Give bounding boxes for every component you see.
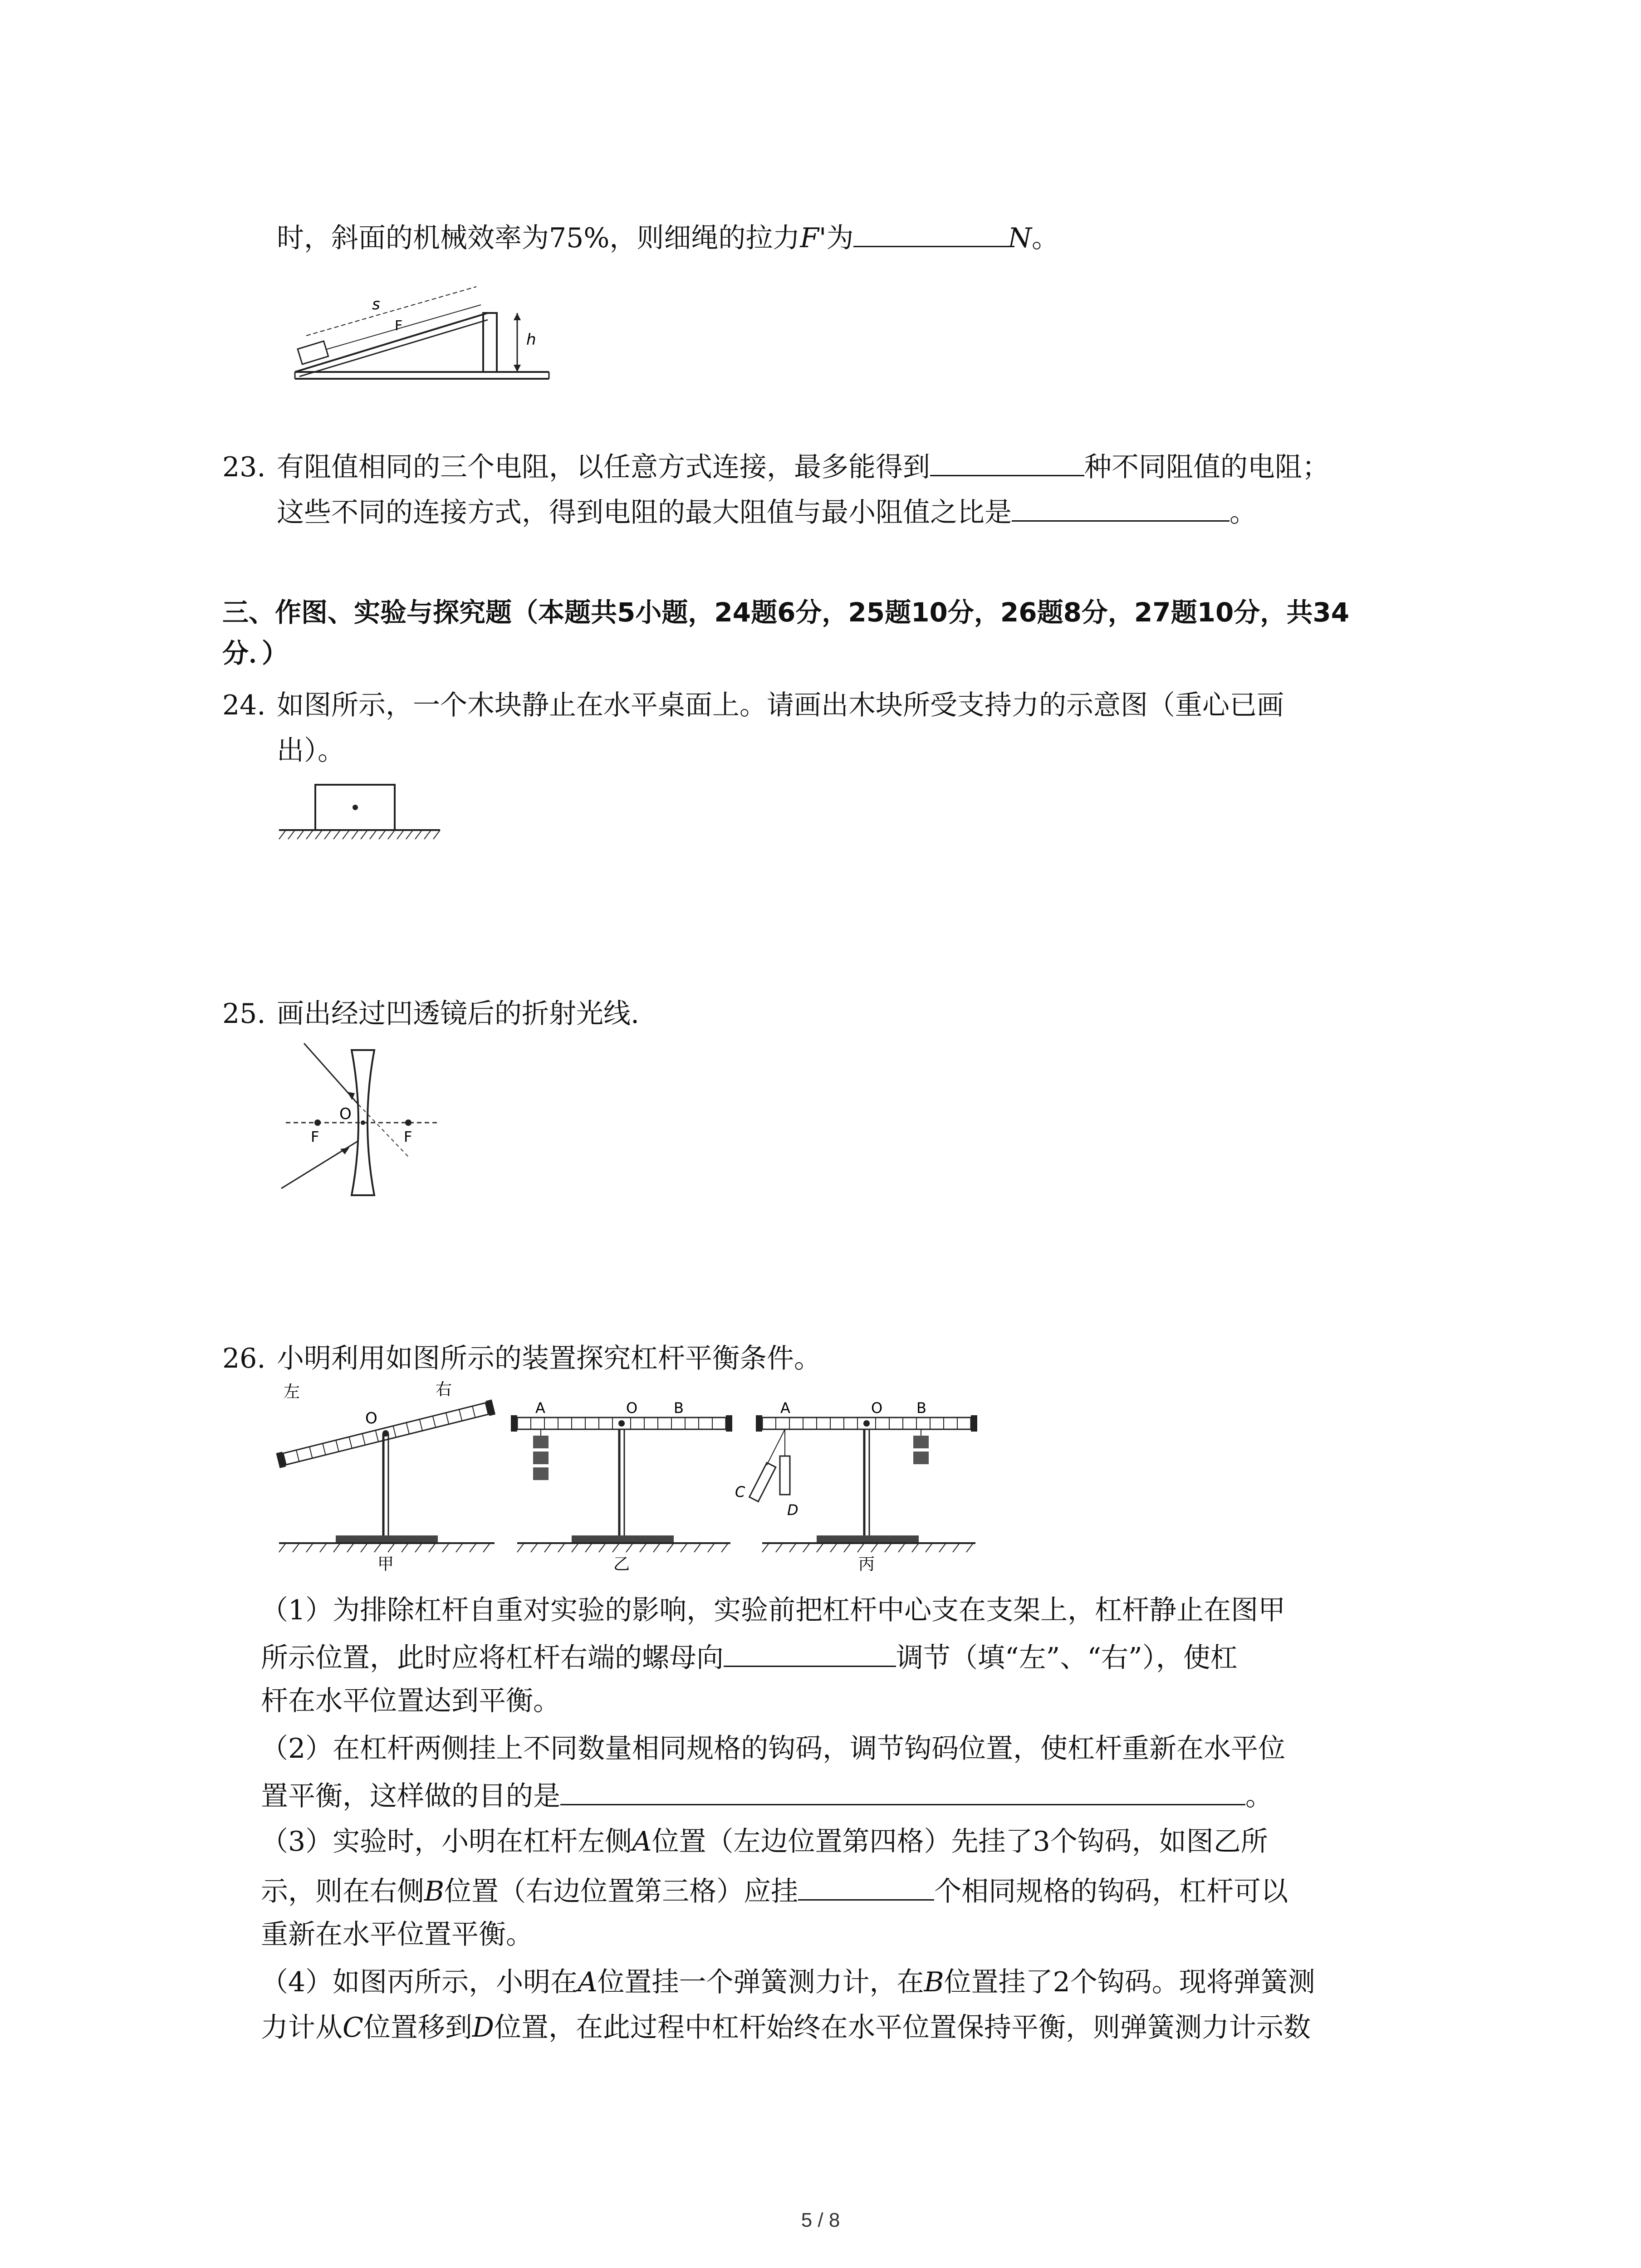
svg-text:B: B [916,1399,926,1417]
q26-p2-line1: （2）在杠杆两侧挂上不同数量相同规格的钩码，调节钩码位置，使杠杆重新在水平位 [261,1733,1286,1765]
q26-blank-3[interactable] [798,1871,934,1901]
q26-blank-2[interactable] [560,1776,1245,1805]
q23-blank-2[interactable] [1012,492,1230,522]
q26-p3-line2: 示，则在右侧B位置（右边位置第三格）应挂 个相同规格的钩码，杠杆可以 [261,1871,1288,1910]
q26-p4-line1: （4）如图丙所示，小明在A位置挂一个弹簧测力计，在B位置挂了2个钩码。现将弹簧测 [261,1966,1315,1998]
q26-p1-line1: （1）为排除杠杆自重对实验的影响，实验前把杠杆中心支在支架上，杠杆静止在图甲 [261,1594,1286,1626]
block-on-table-figure [279,780,442,848]
label-F-right: F [404,1128,412,1145]
q23-line2: 这些不同的连接方式，得到电阻的最大阻值与最小阻值之比是 。 [277,492,1257,531]
section3-heading-cont: 分．） [222,638,289,669]
q26-p4-line2: 力计从C位置移到D位置，在此过程中杠杆始终在水平位置保持平衡，则弹簧测力计示数 [261,2012,1311,2043]
svg-text:甲: 甲 [377,1555,394,1574]
lever-figure-bing [735,1399,977,1574]
incline-block [298,341,328,364]
q24-line2: 出）。 [277,735,345,767]
label-h: h [526,331,536,349]
q26-p1-line3: 杆在水平位置达到平衡。 [261,1685,560,1717]
svg-text:A: A [780,1399,790,1417]
q23-blank-1[interactable] [930,447,1084,476]
q23-line1: 23. 有阻值相同的三个电阻，以任意方式连接，最多能得到 种不同阻值的电阻； [222,447,1329,485]
q25-line: 25. 画出经过凹透镜后的折射光线. [222,998,640,1030]
q26-p1-line2: 所示位置，此时应将杠杆右端的螺母向 调节（填“左”、“右”），使杠 [261,1637,1238,1676]
incline-figure [281,277,563,390]
label-s: s [372,295,380,313]
q26-intro: 26. 小明利用如图所示的装置探究杠杆平衡条件。 [222,1343,821,1374]
svg-text:左: 左 [284,1383,300,1401]
lever-figures [272,1379,989,1574]
svg-text:丙: 丙 [858,1555,875,1574]
section3-heading: 三、作图、实验与探究题（本题共5小题，24题6分，25题10分，26题8分，27题10分，共34 [222,597,1350,628]
label-F-left: F [311,1128,319,1145]
svg-text:D: D [787,1501,798,1519]
svg-text:乙: 乙 [613,1555,630,1574]
q22-text: 时，斜面的机械效率为75%，则细绳的拉力F'为 N。 [277,218,1059,256]
svg-text:右: 右 [436,1380,452,1399]
q26-p3-line3: 重新在水平位置平衡。 [261,1919,533,1950]
svg-text:A: A [535,1399,545,1417]
center-of-gravity-dot [353,805,358,810]
q26-blank-1[interactable] [724,1637,896,1667]
page-number: 5 / 8 [801,2209,840,2231]
label-O: O [339,1105,352,1123]
lever-figure-jia [276,1380,495,1574]
concave-lens-figure [272,1036,445,1195]
svg-text:B: B [674,1399,684,1417]
q26-p3-line1: （3）实验时，小明在杠杆左侧A位置（左边位置第四格）先挂了3个钩码，如图乙所 [261,1826,1268,1857]
label-F: F [395,318,403,334]
svg-text:O: O [365,1409,377,1427]
svg-text:O: O [871,1399,883,1417]
svg-text:O: O [626,1399,638,1417]
lever-figure-yi [511,1399,732,1574]
svg-text:C: C [735,1483,745,1501]
q24-line1: 24. 如图所示，一个木块静止在水平桌面上。请画出木块所受支持力的示意图（重心已画 [222,689,1284,721]
q26-p2-line2: 置平衡，这样做的目的是 。 [261,1776,1273,1814]
q22-answer-blank[interactable] [853,218,1008,247]
